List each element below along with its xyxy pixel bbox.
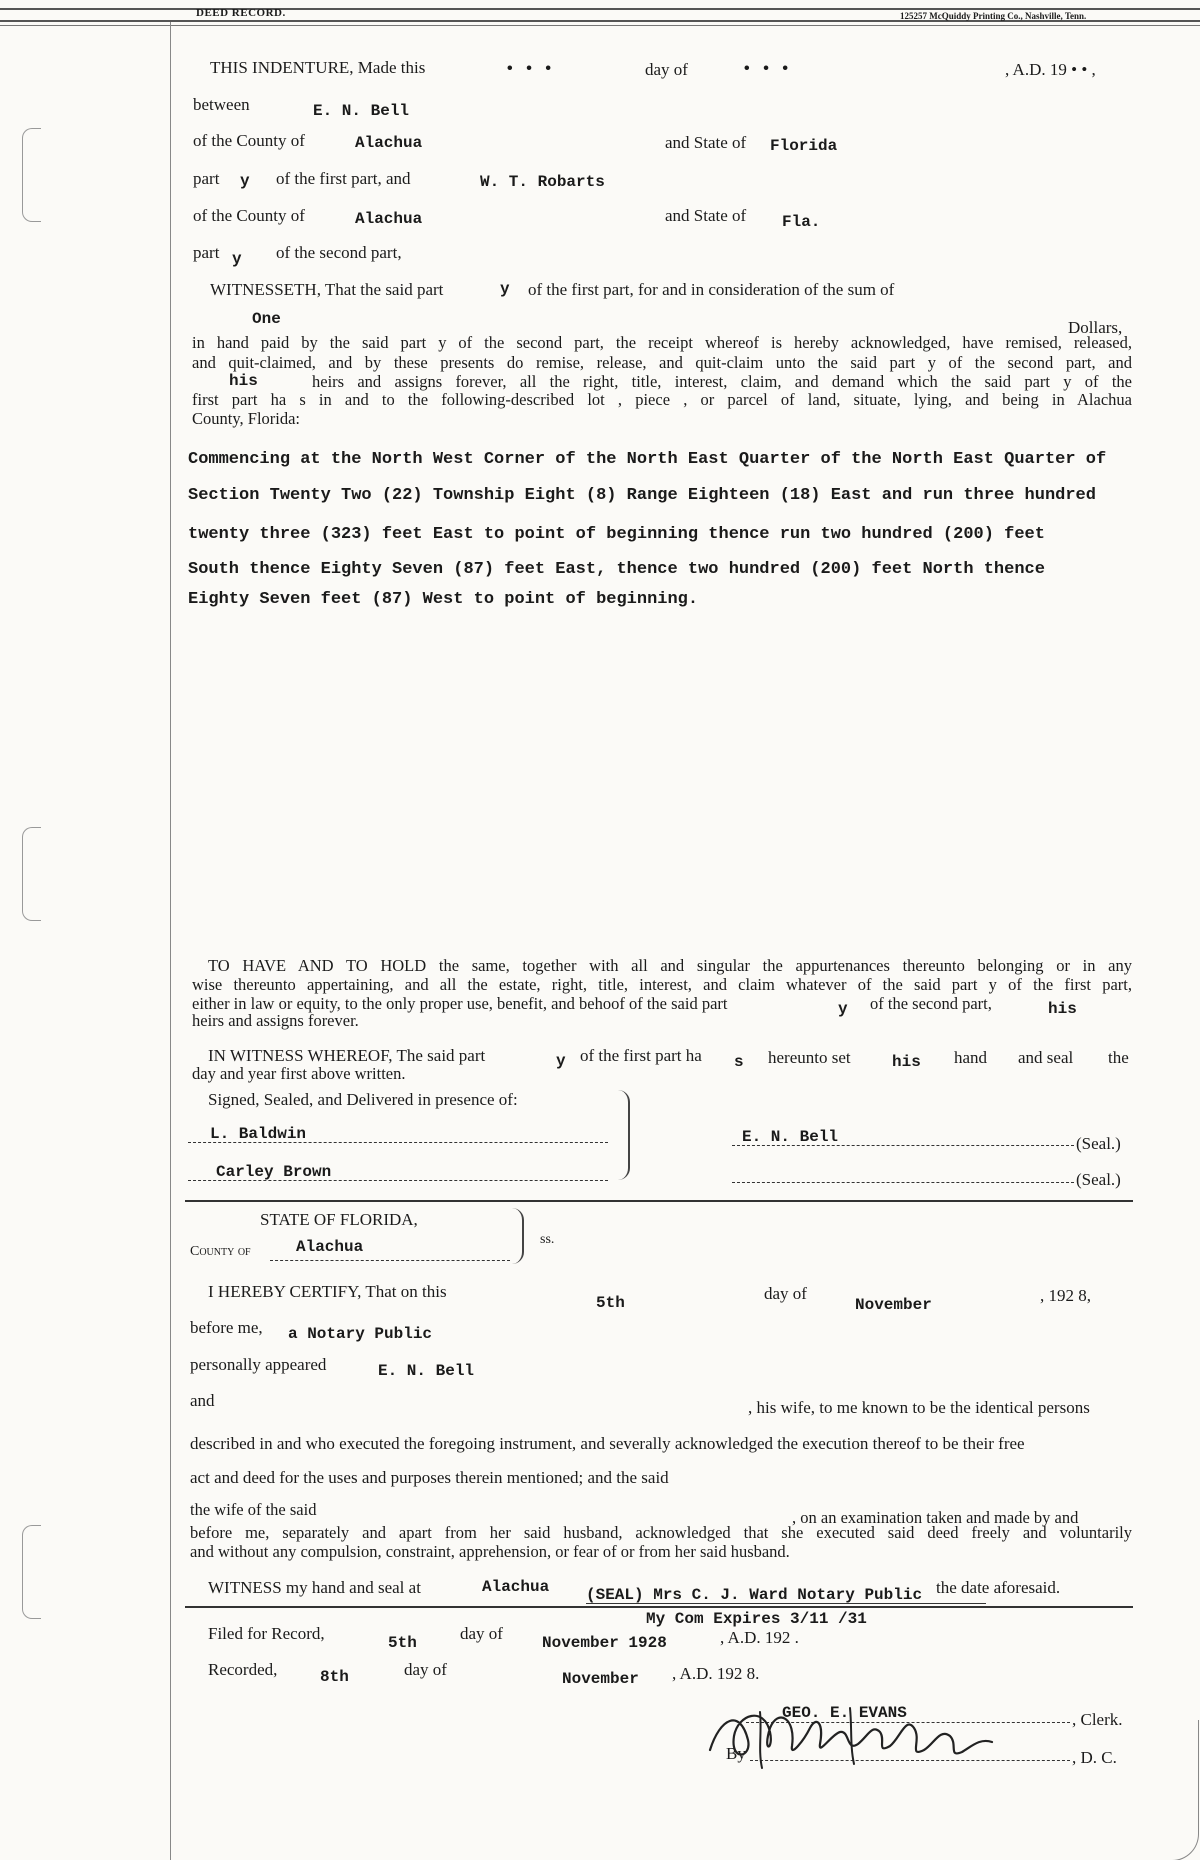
witness-whereof-f: the	[1108, 1048, 1129, 1067]
section-divider-2	[185, 1606, 1133, 1608]
witnesseth-line2: in hand paid by the said part y of the second part, the receipt whereof is hereby acknowledged, have remised, released,	[192, 333, 1132, 352]
legal-line-1: Commencing at the North West Corner of the North East Quarter of the North East Quarter of	[188, 450, 1107, 469]
witness-whereof-line2: day and year first above written.	[192, 1064, 406, 1083]
indenture-ad: , A.D. 19 • • ,	[1005, 60, 1096, 79]
ack-county-value: Alachua	[296, 1238, 364, 1256]
first-county-value: Alachua	[355, 134, 423, 152]
filed-label: Filed for Record,	[208, 1624, 325, 1643]
clerk-name: GEO. E. EVANS	[782, 1704, 907, 1722]
binder-hole-top	[22, 128, 41, 222]
filed-ad: , A.D. 192 .	[720, 1628, 799, 1647]
ack-described: described in and who executed the foregoing instrument, and severally acknowledged the execution thereof to be their free	[190, 1434, 1025, 1453]
witnesseth-line5: first part ha s in and to the following-described lot , piece , or parcel of land, situate, lying, and being in Alachua	[192, 390, 1132, 409]
habendum-line3-y: y	[838, 1000, 848, 1018]
section-divider-1	[185, 1200, 1133, 1202]
witnesseth-line3: and quit-claimed, and by these presents do remise, release, and quit-claim unto the said part y of the second part, and	[192, 353, 1132, 372]
first-part-and: of the first part, and	[276, 169, 411, 188]
ack-ss: ss.	[540, 1232, 555, 1247]
ack-state: STATE OF FLORIDA,	[260, 1210, 418, 1229]
filed-month: November 1928	[542, 1634, 667, 1652]
habendum-line4: heirs and assigns forever.	[192, 1011, 359, 1030]
legal-line-3: twenty three (323) feet East to point of beginning thence run two hundred (200) feet	[188, 525, 1045, 544]
notary-commission: My Com Expires 3/11 /31	[646, 1610, 867, 1628]
between-label: between	[193, 95, 250, 114]
witnesseth-pronoun: his	[229, 372, 258, 390]
habendum-line2: wise thereunto appertaining, and all the estate, right, title, interest, and claim whatever of the said part y of the first part,	[192, 975, 1132, 994]
second-state-value: Fla.	[782, 213, 821, 231]
witnesseth-line1-y: y	[500, 280, 510, 298]
ack-certify: I HEREBY CERTIFY, That on this	[208, 1282, 447, 1301]
by-label: By	[726, 1744, 746, 1763]
ack-place: Alachua	[482, 1578, 550, 1596]
ack-before-me: before me,	[190, 1318, 263, 1337]
indenture-opening: THIS INDENTURE, Made this	[210, 58, 426, 77]
first-part-suffix: y	[240, 172, 250, 190]
ack-year: , 192 8,	[1040, 1286, 1091, 1305]
habendum-pronoun: his	[1048, 1000, 1077, 1018]
witness1-name: L. Baldwin	[210, 1125, 307, 1143]
filed-day: 5th	[388, 1634, 417, 1652]
recorded-ad: , A.D. 192 8.	[672, 1664, 760, 1683]
header-title: DEED RECORD.	[196, 7, 286, 19]
dollars-label: Dollars,	[1068, 318, 1123, 337]
witness-whereof-e: and seal	[1018, 1048, 1074, 1067]
seal-label-1: (Seal.)	[1076, 1134, 1121, 1153]
first-state-label: and State of	[665, 133, 747, 152]
ack-before: before me, separately and apart from her said husband, acknowledged that she executed said deed freely and voluntarily	[190, 1523, 1132, 1542]
ack-witness-at: WITNESS my hand and seal at	[208, 1578, 421, 1597]
witness-whereof-b: of the first part ha	[580, 1046, 702, 1065]
witness-whereof-d: hand	[954, 1048, 988, 1067]
first-party-name: E. N. Bell	[313, 102, 410, 120]
binder-hole-middle	[22, 827, 41, 921]
first-part-label: part	[193, 169, 220, 188]
witness2-name: Carley Brown	[216, 1163, 332, 1181]
ack-day: 5th	[596, 1294, 625, 1312]
dc-suffix: , D. C.	[1072, 1748, 1117, 1767]
witness-whereof-a: IN WITNESS WHEREOF, The said part	[208, 1046, 486, 1065]
first-county-label: of the County of	[193, 131, 305, 150]
witness-brace	[618, 1090, 630, 1180]
legal-line-2: Section Twenty Two (22) Township Eight (8) Range Eighteen (18) East and run three hundred	[188, 486, 1096, 505]
signer-line-2	[732, 1182, 1074, 1183]
ack-wife-of: the wife of the said	[190, 1500, 317, 1519]
ack-month: November	[855, 1296, 932, 1314]
second-county-label: of the County of	[193, 206, 305, 225]
ack-act: act and deed for the uses and purposes therein mentioned; and the said	[190, 1468, 669, 1487]
ack-exam: , on an examination taken and made by and	[792, 1508, 1079, 1527]
first-state-value: Florida	[770, 137, 838, 155]
witness-whereof-s: s	[734, 1053, 744, 1071]
header-rule-thin	[0, 25, 1200, 26]
witnesseth-line1-a: WITNESSETH, That the said part	[210, 280, 444, 299]
seal-label-2: (Seal.)	[1076, 1170, 1121, 1189]
habendum-line3-a: either in law or equity, to the only proper use, benefit, and behoof of the said part	[192, 994, 728, 1013]
ack-his-wife: , his wife, to me known to be the identical persons	[748, 1398, 1090, 1417]
second-county-value: Alachua	[355, 210, 423, 228]
ack-officer: a Notary Public	[288, 1325, 433, 1343]
legal-line-5: Eighty Seven feet (87) West to point of beginning.	[188, 590, 699, 609]
ack-county-label: County of	[190, 1244, 251, 1259]
ack-without: and without any compulsion, constraint, apprehension, or fear of or from her said husband.	[190, 1542, 790, 1561]
binder-hole-bottom	[22, 1525, 41, 1619]
ack-notary: (SEAL) Mrs C. J. Ward Notary Public	[586, 1586, 923, 1604]
recorded-month: November	[562, 1670, 639, 1688]
ack-notary-underline	[586, 1603, 986, 1604]
recorded-day-of: day of	[404, 1660, 447, 1679]
recorded-day: 8th	[320, 1668, 349, 1686]
habendum-line1: TO HAVE AND TO HOLD the same, together with all and singular the appurtenances thereunto belonging or in any	[208, 956, 1132, 975]
ack-and: and	[190, 1391, 215, 1410]
page-curl	[1172, 1720, 1199, 1860]
ack-appeared: personally appeared	[190, 1355, 327, 1374]
second-part-label: part	[193, 243, 220, 262]
witness-whereof-y: y	[556, 1052, 566, 1070]
header-printer: 125257 McQuiddy Printing Co., Nashville, Tenn.	[900, 11, 1087, 21]
signer-name: E. N. Bell	[742, 1128, 839, 1146]
consideration-amount: One	[252, 310, 281, 328]
ack-date-aforesaid: the date aforesaid.	[936, 1578, 1061, 1597]
witness-whereof-pronoun: his	[892, 1053, 921, 1071]
deputy-clerk-signature	[700, 1688, 1000, 1778]
signed-sealed-label: Signed, Sealed, and Delivered in presence of:	[208, 1090, 518, 1109]
witnesseth-line1-b: of the first part, for and in consideration of the sum of	[528, 280, 895, 299]
second-state-label: and State of	[665, 206, 747, 225]
witnesseth-line6: County, Florida:	[192, 409, 301, 428]
second-part-suffix: y	[232, 250, 242, 268]
left-border	[170, 22, 171, 1860]
indenture-month-value: • • •	[742, 60, 791, 78]
ack-person: E. N. Bell	[378, 1362, 475, 1380]
clerk-suffix: , Clerk.	[1072, 1710, 1123, 1729]
indenture-day-value: • • •	[505, 60, 554, 78]
ack-brace	[512, 1208, 524, 1264]
filed-day-of: day of	[460, 1624, 503, 1643]
indenture-day-of: day of	[645, 60, 688, 79]
ack-day-of: day of	[764, 1284, 807, 1303]
ack-county-line	[270, 1260, 510, 1261]
header-rule-top	[0, 8, 1200, 10]
witness-whereof-c: hereunto set	[768, 1048, 851, 1067]
second-party-name: W. T. Robarts	[480, 173, 605, 191]
second-part-text: of the second part,	[276, 243, 402, 262]
recorded-label: Recorded,	[208, 1660, 278, 1679]
witnesseth-line4: heirs and assigns forever, all the right, title, interest, claim, and demand which the said part y of the	[312, 372, 1132, 391]
legal-line-4: South thence Eighty Seven (87) feet East, thence two hundred (200) feet North thence	[188, 560, 1045, 579]
habendum-line3-c: of the second part,	[870, 994, 992, 1013]
